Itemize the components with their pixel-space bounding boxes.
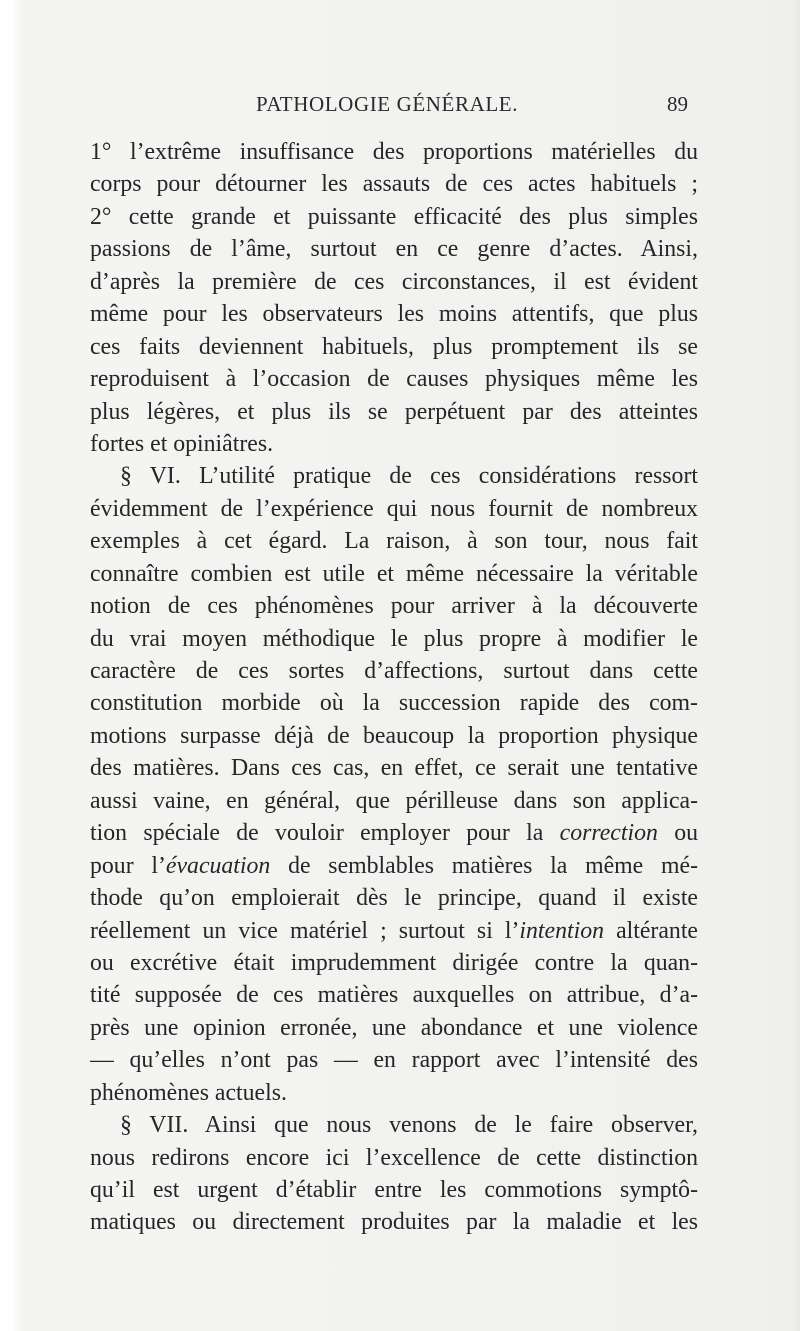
text-run: réellement un vice matériel ; surtout si l’ (90, 917, 520, 944)
text-line: évidemment de l’expérience qui nous fournit de nombreux (90, 495, 698, 522)
running-header (90, 92, 688, 122)
text-line (90, 817, 698, 849)
text-line (90, 915, 698, 947)
text-line: ou excrétive était imprudemment dirigée contre la quan- (90, 949, 698, 976)
text-run: tion spéciale de vouloir employer pour la (90, 820, 560, 847)
text-line: thode qu’on emploierait dès le principe, quand il existe (90, 885, 698, 912)
body-text (90, 136, 698, 1239)
running-title: PATHOLOGIE GÉNÉRALE. (256, 92, 519, 116)
text-line (90, 850, 698, 882)
italic-term: intention (519, 917, 605, 944)
text-line: aussi vaine, en général, que périlleuse dans son applica- (90, 787, 698, 814)
text-line: reproduisent à l’occasion de causes physiques même les (90, 366, 698, 393)
text-run: ou (657, 820, 698, 847)
text-line: § VI. L’utilité pratique de ces considérations ressort (120, 463, 698, 490)
text-line: fortes et opiniâtres. (90, 430, 274, 457)
text-run: pour l’ (90, 852, 166, 879)
italic-term: évacuation (165, 852, 271, 879)
text-line: qu’il est urgent d’établir entre les commotions symptô- (90, 1177, 698, 1203)
text-line: ces faits deviennent habituels, plus promptement ils se (90, 333, 698, 360)
text-line: tité supposée de ces matières auxquelles on attribue, d’a- (90, 982, 698, 1009)
text-line: § VII. Ainsi que nous venons de le faire observer, (120, 1112, 698, 1139)
text-line: connaître combien est utile et même nécessaire la véritable (90, 560, 698, 587)
text-line: corps pour détourner les assauts de ces actes habituels ; (90, 171, 698, 198)
text-line: exemples à cet égard. La raison, à son tour, nous fait (90, 528, 698, 555)
text-line: caractère de ces sortes d’affections, surtout dans cette (90, 658, 698, 684)
text-run: de semblables matières la même mé- (270, 852, 698, 879)
text-line: 1° l’extrême insuffisance des proportions matérielles du (90, 139, 698, 165)
text-line: — qu’elles n’ont pas — en rapport avec l’intensité des (90, 1047, 698, 1074)
text-line: d’après la première de ces circonstances, il est évident (90, 268, 698, 295)
text-line: notion de ces phénomènes pour arriver à la découverte (90, 593, 698, 620)
page-number: 89 (667, 92, 688, 116)
text-line: phénomènes actuels. (90, 1079, 287, 1106)
text-line: motions surpasse déjà de beaucoup la proportion physique (90, 722, 698, 749)
text-line: du vrai moyen méthodique le plus propre à modifier le (90, 625, 698, 652)
text-line: constitution morbide où la succession rapide des com- (90, 690, 698, 717)
text-line: même pour les observateurs les moins attentifs, que plus (90, 301, 698, 328)
text-line: près une opinion erronée, une abondance et une violence (90, 1014, 698, 1041)
text-line: plus légères, et plus ils se perpétuent par des atteintes (90, 398, 698, 425)
text-line: 2° cette grande et puissante efficacité des plus simples (90, 203, 698, 230)
text-run: altérante (604, 917, 698, 944)
italic-term: correction (559, 820, 658, 847)
text-line: nous redirons encore ici l’excellence de cette distinction (90, 1144, 698, 1171)
text-line: passions de l’âme, surtout en ce genre d’actes. Ainsi, (90, 236, 698, 263)
text-line: des matières. Dans ces cas, en effet, ce serait une tentative (90, 755, 698, 782)
text-line: matiques ou directement produites par la maladie et les (90, 1209, 698, 1236)
